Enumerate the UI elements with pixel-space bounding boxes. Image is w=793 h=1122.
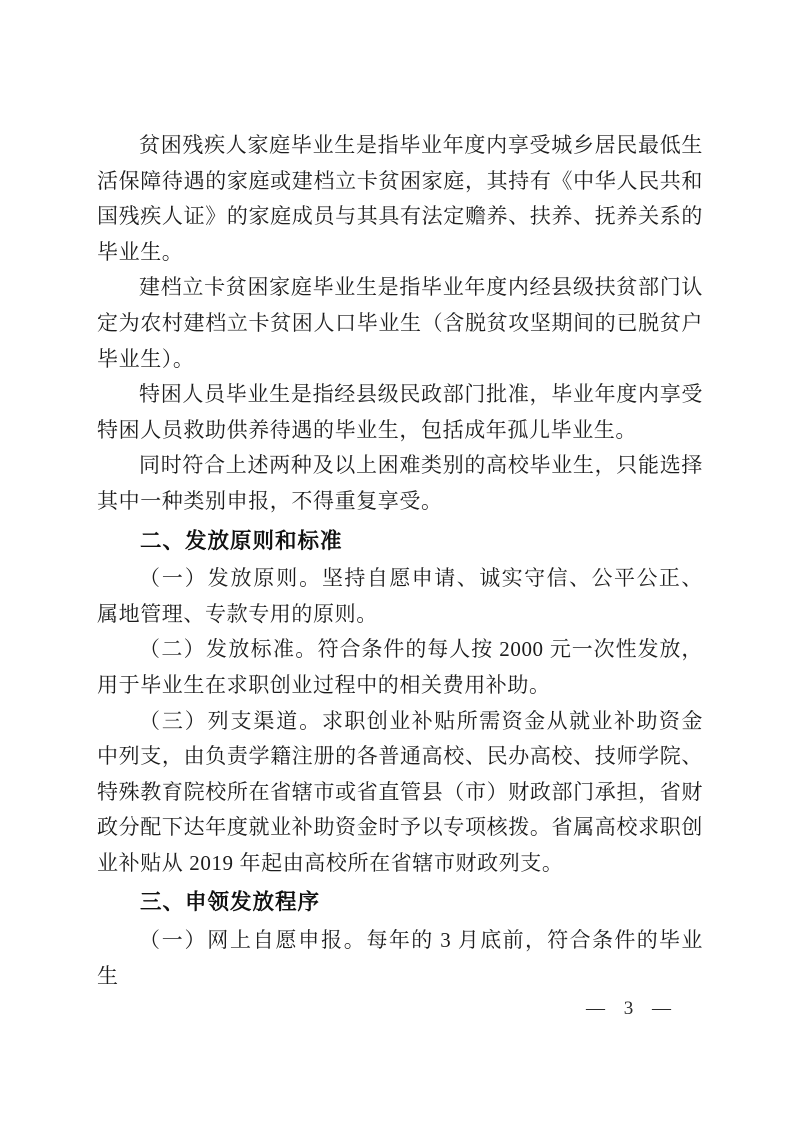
paragraph [97,270,703,377]
paragraph [97,128,703,270]
paragraph [97,632,703,703]
paragraph-text: 建档立卡贫困家庭毕业生是指毕业年度内经县级扶贫部门认定为农村建档立卡贫困人口毕业生（含脱贫攻坚期间的已脱贫户毕业生）。 [97,275,703,371]
item-label: （一）网上自愿申报。 [139,928,367,953]
section-heading [97,524,703,560]
paragraph-text: 每年的 3 月底前，符合条件的毕业生 [97,928,704,988]
paragraph-text: 同时符合上述两种及以上困难类别的高校毕业生，只能选择其中一种类别申报，不得重复享受。 [97,453,703,513]
document-body [97,128,703,994]
paragraph [97,561,703,632]
item-label: （三）列支渠道。 [139,708,322,733]
section-heading [97,885,703,921]
paragraph [97,704,703,882]
paragraph [97,923,703,994]
item-label: （一）发放原则。 [139,566,322,591]
item-label: （二）发放标准。 [139,637,318,662]
paragraph [97,448,703,519]
heading-text: 二、发放原则和标准 [140,528,343,553]
paragraph-text: 特困人员毕业生是指经县级民政部门批准，毕业年度内享受特困人员救助供养待遇的毕业生，包括成年孤儿毕业生。 [97,382,703,442]
paragraph-text: 求职创业补贴所需资金从就业补助资金中列支，由负责学籍注册的各普通高校、民办高校、技师学院、特殊教育院校所在省辖市或省直管县（市）财政部门承担，省财政分配下达年度就业补助资金时予以专项核拨。省属高校求职创业补贴从 2019 年起由高校所在省辖市财政列支。 [97,708,704,875]
footer-page-number: — 3 — [586,998,673,1019]
paragraph-text: 贫困残疾人家庭毕业生是指毕业年度内享受城乡居民最低生活保障待遇的家庭或建档立卡贫困家庭，其持有《中华人民共和国残疾人证》的家庭成员与其具有法定赡养、扶养、抚养关系的毕业生。 [97,133,703,264]
heading-text: 三、申领发放程序 [140,890,321,915]
paragraph [97,377,703,448]
paragraph-text: 坚持自愿申请、诚实守信、公平公正、属地管理、专款专用的原则。 [97,566,704,626]
paragraph-text: 符合条件的每人按 2000 元一次性发放，用于毕业生在求职创业过程中的相关费用补助。 [97,637,703,697]
